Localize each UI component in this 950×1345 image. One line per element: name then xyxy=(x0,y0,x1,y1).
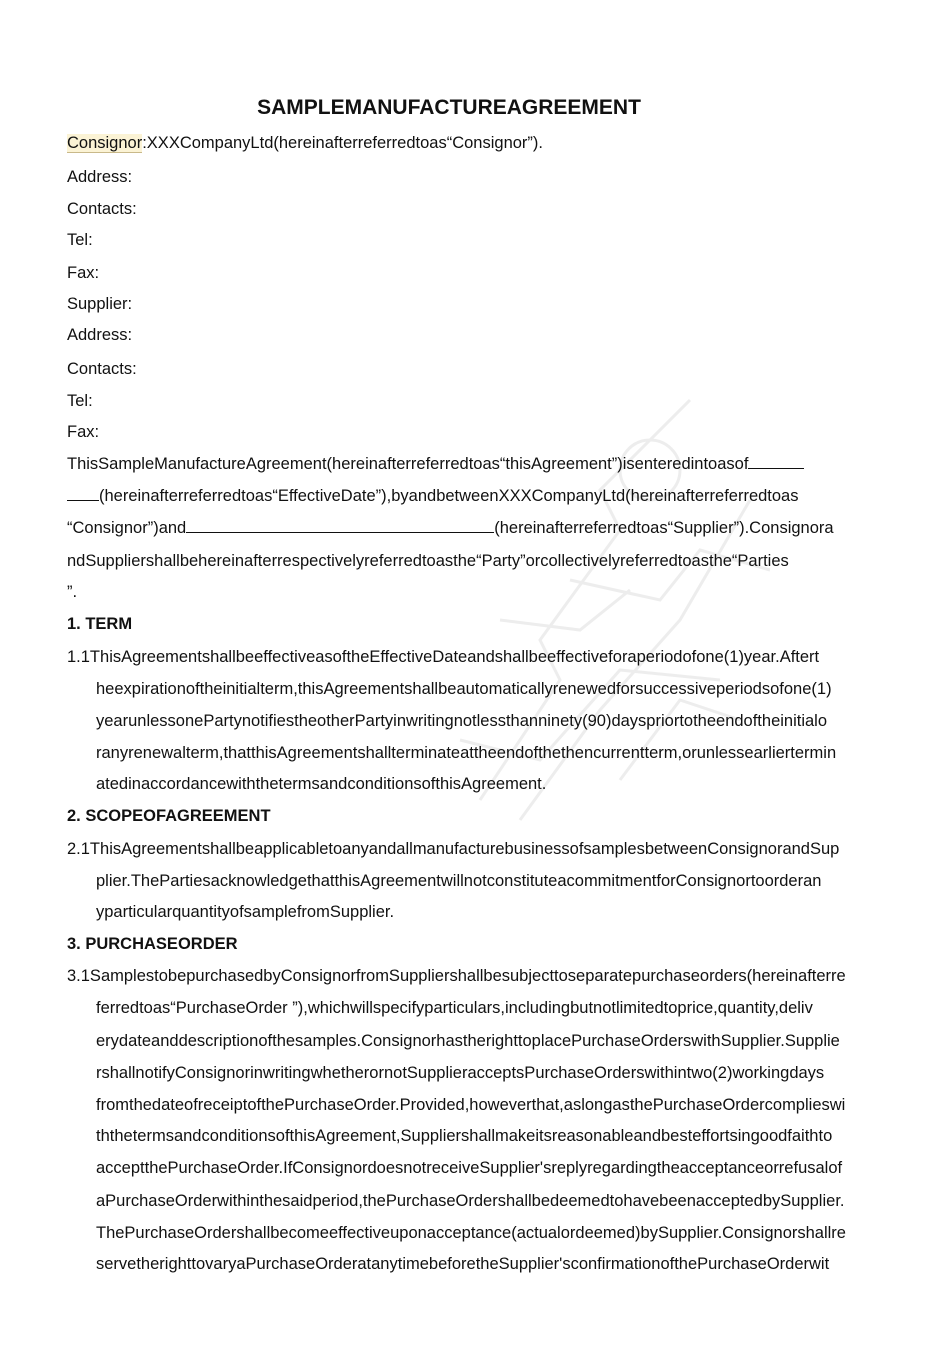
field-address-2: Address: xyxy=(67,326,133,344)
effective-date-blank-cont xyxy=(67,485,99,501)
field-contacts-1: Contacts: xyxy=(67,200,137,218)
field-tel-2: Tel: xyxy=(67,392,93,410)
section-3-line: servetherighttovaryaPurchaseOrderatanytimebeforetheSupplier'sconfirmationofthePurchaseOrderwit xyxy=(96,1255,830,1273)
consignor-label: Consignor xyxy=(67,134,143,152)
section-3-line: erydateanddescriptionofthesamples.ConsignorhastherighttoplacePurchaseOrderswithSupplier.Supplie xyxy=(96,1032,840,1050)
section-1-line: atedinaccordancewiththetermsandconditionsofthisAgreement. xyxy=(96,775,547,793)
intro-text-3b: (hereinafterreferredtoas“Supplier”).Consignora xyxy=(494,519,834,537)
field-fax-1: Fax: xyxy=(67,264,100,282)
section-2-line: plier.ThePartiesacknowledgethatthisAgreementwillnotconstituteacommitmentforConsignortoorderan xyxy=(96,872,822,890)
document-title: SAMPLEMANUFACTUREAGREEMENT xyxy=(257,96,641,119)
intro-line-4: ndSuppliershallbehereinafterrespectivelyreferredtoasthe“Party”orcollectivelyreferredtoasthe“Parties xyxy=(67,552,789,570)
field-tel-1: Tel: xyxy=(67,231,93,249)
section-3-line: ththetermsandconditionsofthisAgreement,Suppliershallmakeitsreasonableandbesteffortsingoodfaithto xyxy=(96,1127,833,1145)
field-fax-2: Fax: xyxy=(67,423,100,441)
section-3-heading: 3. PURCHASEORDER xyxy=(67,935,238,953)
intro-text-2: (hereinafterreferredtoas“EffectiveDate”),byandbetweenXXXCompanyLtd(hereinafterreferredtoas xyxy=(99,487,799,505)
section-3-line: aPurchaseOrderwithinthesaidperiod,thePurchaseOrdershallbedeemedtohavebeenacceptedbySupplier. xyxy=(96,1192,845,1210)
section-1-line: heexpirationoftheinitialterm,thisAgreementshallbeautomaticallyrenewedforsuccessiveperiodsofone(1) xyxy=(96,680,832,698)
section-3-line: ThePurchaseOrdershallbecomeeffectiveuponacceptance(actualordeemed)bySupplier.Consignorshallre xyxy=(96,1224,846,1242)
section-2-line: yparticularquantityofsamplefromSupplier. xyxy=(96,903,395,921)
section-3-line: fromthedateofreceiptofthePurchaseOrder.Provided,howeverthat,aslongasthePurchaseOrdercomplieswi xyxy=(96,1096,846,1114)
consignor-text: :XXXCompanyLtd(hereinafterreferredtoas“Consignor”). xyxy=(142,134,543,152)
section-1-line: 1.1ThisAgreementshallbeeffectiveasoftheEffectiveDateandshallbeeffectiveforaperiodofone(1)year.Aftert xyxy=(67,648,820,666)
supplier-name-blank xyxy=(186,517,494,533)
section-1-heading: 1. TERM xyxy=(67,615,133,633)
watermark-stamp-icon xyxy=(420,380,800,840)
section-1-line: ranyrenewalterm,thatthisAgreementshallterminateattheendofthethencurrentterm,orunlessearliertermin xyxy=(96,744,837,762)
intro-line-2 xyxy=(67,485,799,507)
section-1-line: yearunlessonePartynotifiestheotherPartyinwritingnotlessthanninety(90)dayspriortotheendoftheinitialo xyxy=(96,712,828,730)
effective-date-blank xyxy=(748,453,804,469)
section-3-line: ferredtoas“PurchaseOrder ”),whichwillspecifyparticulars,includingbutnotlimitedtoprice,quantity,deliv xyxy=(96,999,813,1017)
consignor-line xyxy=(67,132,543,154)
section-2-heading: 2. SCOPEOFAGREEMENT xyxy=(67,807,271,825)
field-contacts-2: Contacts: xyxy=(67,360,137,378)
section-3-line: rshallnotifyConsignorinwritingwhetherornotSupplieracceptsPurchaseOrderswithintwo(2)workingdays xyxy=(96,1064,825,1082)
section-2-line: 2.1ThisAgreementshallbeapplicabletoanyandallmanufacturebusinessofsamplesbetweenConsignorandSup xyxy=(67,840,840,858)
intro-text-3a: “Consignor”)and xyxy=(67,519,187,537)
section-3-line: 3.1SamplestobepurchasedbyConsignorfromSuppliershallbesubjecttoseparatepurchaseorders(hereinafterre xyxy=(67,967,846,985)
field-address-1: Address: xyxy=(67,168,133,186)
intro-text-1: ThisSampleManufactureAgreement(hereinafterreferredtoas“thisAgreement”)isenteredintoasof xyxy=(67,455,749,473)
intro-line-3 xyxy=(67,517,834,539)
section-3-line: acceptthePurchaseOrder.IfConsignordoesnotreceiveSupplier'sreplyregardingtheacceptanceorrefusalof xyxy=(96,1159,843,1177)
field-supplier: Supplier: xyxy=(67,295,133,313)
intro-line-1 xyxy=(67,453,804,475)
intro-line-5: ”. xyxy=(67,583,78,601)
